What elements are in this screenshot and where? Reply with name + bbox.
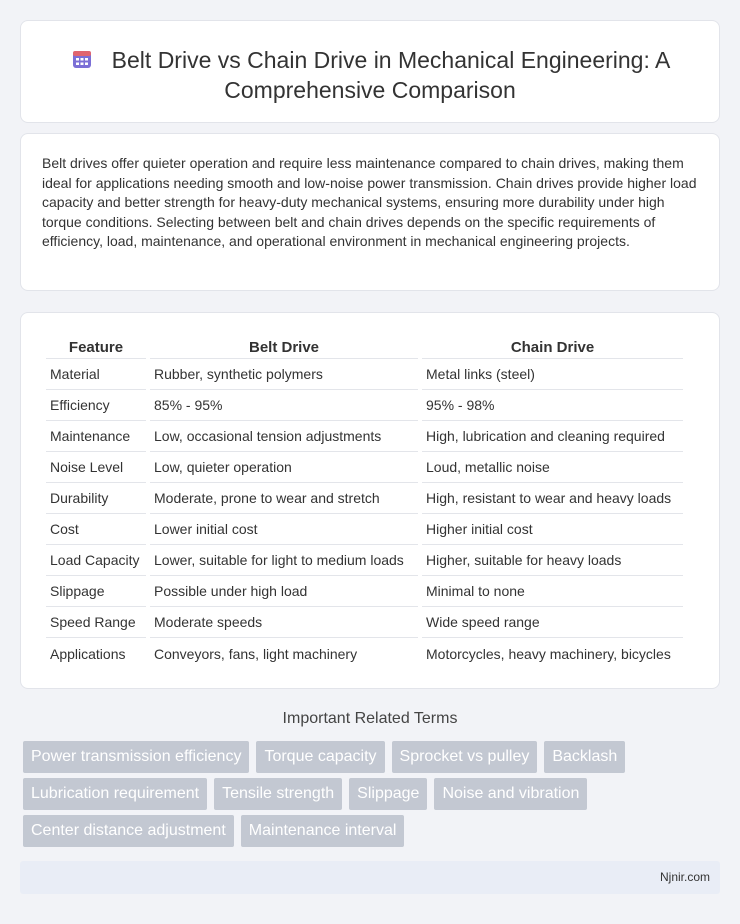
related-term-tag[interactable]: Lubrication requirement — [23, 778, 207, 810]
chain-cell: Wide speed range — [422, 607, 683, 638]
related-term-tag[interactable]: Maintenance interval — [241, 815, 405, 847]
related-terms-heading: Important Related Terms — [282, 710, 458, 727]
feature-cell: Load Capacity — [46, 545, 146, 576]
page-title — [21, 45, 719, 105]
chain-cell: Metal links (steel) — [422, 359, 683, 390]
chain-cell: Minimal to none — [422, 576, 683, 607]
belt-cell: Rubber, synthetic polymers — [150, 359, 418, 390]
belt-cell: Moderate speeds — [150, 607, 418, 638]
feature-cell: Slippage — [46, 576, 146, 607]
chain-cell: Motorcycles, heavy machinery, bicycles — [426, 645, 671, 662]
table-row — [46, 390, 683, 421]
summary-text: Belt drives offer quieter operation and require less maintenance compared to chain drives, making them ideal for applications needing smooth and low-noise power transmission. Chain drives provide higher load capacity and better strength for heavy-duty mechanical systems, ensuring more durability under high torque conditions. Selecting between belt and chain drives depends on the specific requirements of efficiency, load, maintenance, and operational environment in mechanical engineering projects. — [42, 155, 697, 250]
title-line-2: Comprehensive Comparison — [224, 77, 516, 103]
feature-cell: Noise Level — [46, 452, 146, 483]
feature-cell: Speed Range — [46, 607, 146, 638]
belt-cell: Low, occasional tension adjustments — [150, 421, 418, 452]
table-row — [46, 452, 683, 483]
related-term-tag[interactable]: Torque capacity — [256, 741, 384, 773]
feature-cell: Cost — [46, 514, 146, 545]
belt-cell: 85% - 95% — [150, 390, 418, 421]
table-row — [46, 359, 683, 390]
chain-cell: 95% - 98% — [422, 390, 683, 421]
related-term-tag[interactable]: Center distance adjustment — [23, 815, 234, 847]
calendar-icon — [70, 47, 94, 71]
table-row — [46, 576, 683, 607]
table-row — [46, 607, 683, 638]
belt-cell: Possible under high load — [150, 576, 418, 607]
title-line-1: Belt Drive vs Chain Drive in Mechanical Engineering: A — [111, 47, 671, 73]
title-card — [20, 20, 720, 123]
feature-cell: Efficiency — [46, 390, 146, 421]
header-feature: Feature — [46, 332, 146, 359]
related-terms-list — [23, 741, 723, 852]
related-term-tag[interactable]: Slippage — [349, 778, 427, 810]
comparison-table-card — [20, 312, 720, 689]
related-term-tag[interactable]: Power transmission efficiency — [23, 741, 249, 773]
chain-cell: Higher, suitable for heavy loads — [422, 545, 683, 576]
comparison-table — [42, 332, 687, 669]
related-term-tag[interactable]: Noise and vibration — [434, 778, 587, 810]
feature-cell: Applications — [50, 645, 126, 662]
table-header-row — [46, 332, 683, 359]
belt-cell: Low, quieter operation — [150, 452, 418, 483]
summary-card — [20, 133, 720, 291]
footer — [20, 861, 720, 894]
table-row — [46, 514, 683, 545]
belt-cell: Conveyors, fans, light machinery — [154, 645, 358, 662]
related-term-tag[interactable]: Tensile strength — [214, 778, 342, 810]
chain-cell: High, lubrication and cleaning required — [422, 421, 683, 452]
feature-cell: Material — [46, 359, 146, 390]
table-row — [46, 483, 683, 514]
table-row — [46, 421, 683, 452]
belt-cell: Lower initial cost — [150, 514, 418, 545]
header-belt-drive: Belt Drive — [150, 332, 418, 359]
related-term-tag[interactable]: Sprocket vs pulley — [392, 741, 538, 773]
feature-cell: Durability — [46, 483, 146, 514]
table-row — [46, 545, 683, 576]
belt-cell: Moderate, prone to wear and stretch — [150, 483, 418, 514]
belt-cell: Lower, suitable for light to medium loads — [150, 545, 418, 576]
header-chain-drive: Chain Drive — [422, 332, 683, 359]
chain-cell: High, resistant to wear and heavy loads — [422, 483, 683, 514]
table-row — [46, 638, 683, 669]
chain-cell: Higher initial cost — [422, 514, 683, 545]
feature-cell: Maintenance — [46, 421, 146, 452]
related-term-tag[interactable]: Backlash — [544, 741, 625, 773]
chain-cell: Loud, metallic noise — [422, 452, 683, 483]
footer-site-link[interactable]: Njnir.com — [659, 870, 710, 884]
